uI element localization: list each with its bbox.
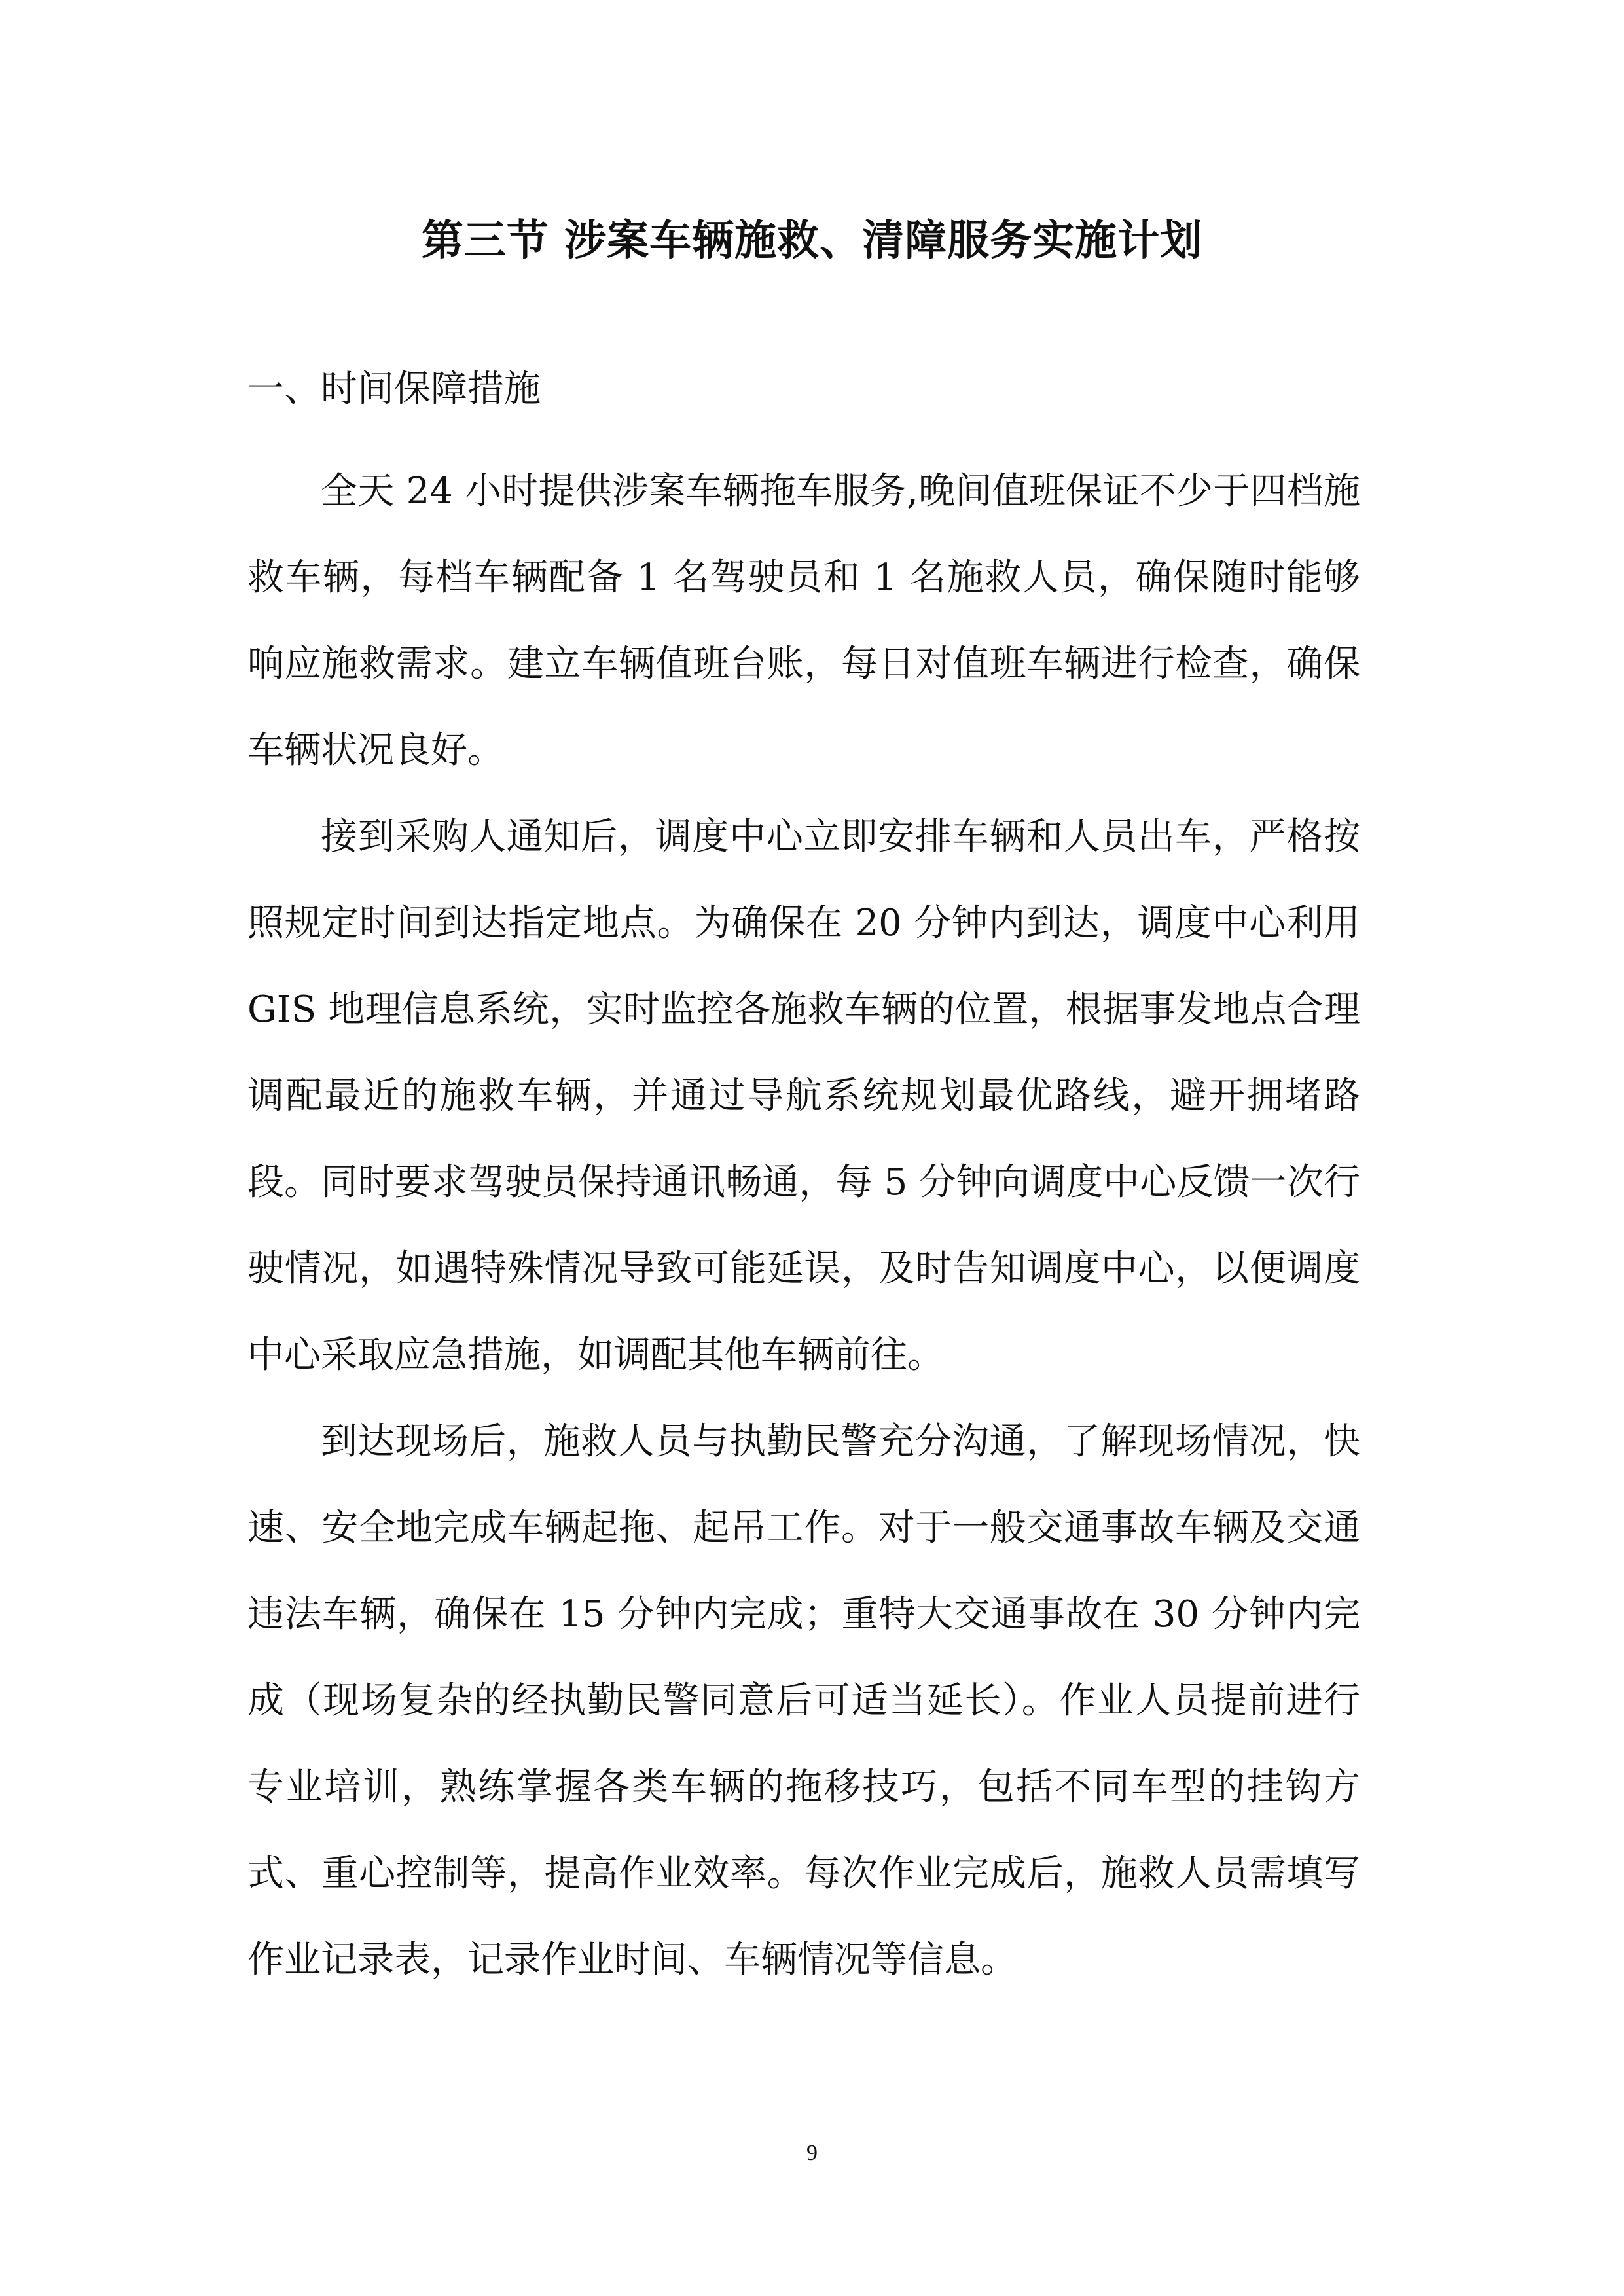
page-number: 9 [806, 2141, 818, 2165]
paragraph-onsite-operation: 到达现场后，施救人员与执勤民警充分沟通，了解现场情况，快速、安全地完成车辆起拖、起吊工作。对于一般交通事故车辆及交通违法车辆，确保在 15 分钟内完成；重特大交通事故在 30 分钟内完成（现场复杂的经执勤民警同意后可适当延长）。作业人员提前进行专业培训，熟练掌握各类车辆的拖移技巧，包括不同车型的挂钩方式、重心控制等，提高作业效率。每次作业完成后，施救人员需填写作业记录表，记录作业时间、车辆情况等信息。 [247, 1420, 1360, 1981]
document-body [247, 363, 1360, 2003]
paragraph-dispatch-arrival: 接到采购人通知后，调度中心立即安排车辆和人员出车，严格按照规定时间到达指定地点。为确保在 20 分钟内到达，调度中心利用 GIS 地理信息系统，实时监控各施救车辆的位置，根据事发地点合理调配最近的施救车辆，并通过导航系统规划最优路线，避开拥堵路段。同时要求驾驶员保持通讯畅通，每 5 分钟向调度中心反馈一次行驶情况，如遇特殊情况导致可能延误，及时告知调度中心，以便调度中心采取应急措施，如调配其他车辆前往。 [247, 816, 1360, 1376]
paragraph-response-availability: 全天 24 小时提供涉案车辆拖车服务,晚间值班保证不少于四档施救车辆，每档车辆配备 1 名驾驶员和 1 名施救人员，确保随时能够响应施救需求。建立车辆值班台账，每日对值班车辆进行检查，确保车辆状况良好。 [247, 470, 1360, 772]
subsection-heading: 一、时间保障措施 [247, 368, 541, 410]
section-title: 第三节 涉案车辆施救、清障服务实施计划 [421, 217, 1203, 265]
